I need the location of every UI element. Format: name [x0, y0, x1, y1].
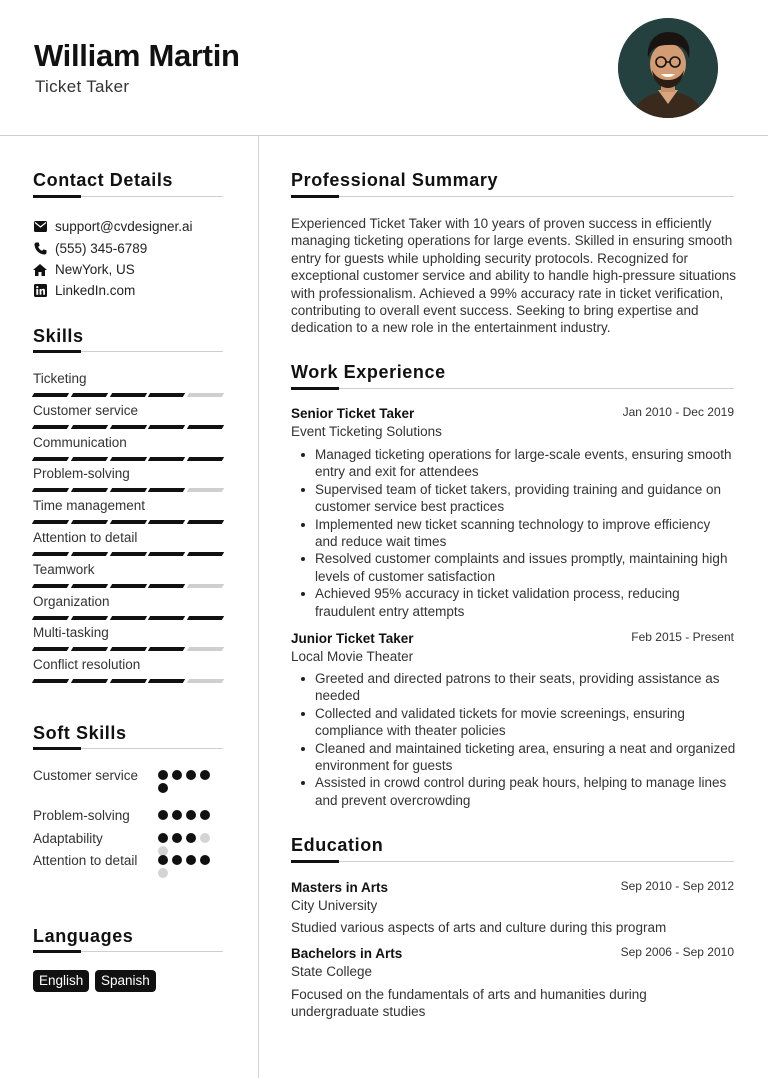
skill-level-segment [109, 425, 146, 429]
skill-level-segment [148, 520, 185, 524]
list-item: Collected and validated tickets for movie screenings, ensuring compliance with theater policies [291, 705, 736, 740]
edu-school-2: State College [291, 964, 373, 979]
list-item: Resolved customer complaints and issues promptly, maintaining high levels of customer satisfaction [291, 550, 736, 585]
skills-section-rule [33, 351, 223, 352]
edu-degree-2: Bachelors in Arts [291, 946, 403, 961]
contact-phone[interactable] [33, 241, 147, 256]
language-pill-english: English [33, 970, 89, 992]
skill-level-segment [71, 679, 108, 683]
skill-label: Organization [33, 593, 110, 609]
contact-location [33, 262, 135, 277]
skill-level-segment [148, 616, 185, 620]
skill-level-segment [32, 393, 69, 397]
skill-level-segment [32, 616, 69, 620]
skill-level-segment [71, 457, 108, 461]
skill-label: Conflict resolution [33, 657, 141, 673]
rating-dot [158, 783, 168, 793]
languages-section-rule [33, 951, 223, 952]
soft-skill-rating [158, 810, 218, 820]
soft-skills-section-title: Soft Skills [33, 723, 127, 743]
rating-dot [172, 770, 182, 780]
rating-dot [158, 833, 168, 843]
skill-level-segment [109, 552, 146, 556]
summary-text: Experienced Ticket Taker with 10 years of proven success in efficiently managing ticketing operations for large events. Skilled in ensuring smooth entry for guests while upholding security protocols. Recognized for exceptional customer service and ability to handle high-pressure situations with professionalism. Achieved a 99% accuracy rate in ticket verification, contributing to overall event success. Seeking to bring expertise and dedication to a new role in the entertainment industry. [291, 216, 736, 336]
skill-level-segment [71, 647, 108, 651]
skill-level-segment [109, 616, 146, 620]
skill-level-bar [33, 457, 223, 461]
candidate-title: Ticket Taker [35, 77, 130, 96]
soft-skills-section-rule [33, 748, 223, 749]
profile-photo [618, 18, 718, 118]
rating-dot [200, 855, 210, 865]
contact-section-title: Contact Details [33, 170, 174, 190]
skill-label: Customer service [33, 402, 139, 418]
soft-skill-label: Customer service [33, 768, 139, 783]
candidate-name: William Martin [34, 38, 240, 73]
skill-level-segment [148, 647, 185, 651]
skill-level-segment [109, 679, 146, 683]
skill-level-segment [32, 679, 69, 683]
education-section-rule [291, 861, 734, 862]
soft-skill-label: Problem-solving [33, 808, 130, 823]
rating-dot [186, 810, 196, 820]
rating-dot [186, 833, 196, 843]
skill-label: Teamwork [33, 561, 95, 577]
skill-level-segment [187, 552, 224, 556]
skill-level-segment [32, 584, 69, 588]
skill-level-segment [109, 584, 146, 588]
skill-label: Time management [33, 498, 146, 514]
skill-level-bar [33, 679, 223, 683]
skill-level-segment [148, 679, 185, 683]
list-item: Cleaned and maintained ticketing area, ensuring a neat and organized environment for guests [291, 740, 736, 775]
education-section-title: Education [291, 835, 384, 855]
job-title-2: Junior Ticket Taker [291, 631, 414, 646]
skills-section-title: Skills [33, 326, 84, 346]
skill-level-segment [187, 647, 224, 651]
summary-section-title: Professional Summary [291, 170, 499, 190]
skill-level-segment [32, 457, 69, 461]
edu-description-2: Focused on the fundamentals of arts and humanities during undergraduate studies [291, 987, 647, 1020]
phone-icon [33, 242, 47, 256]
skill-level-segment [32, 647, 69, 651]
skill-level-segment [187, 457, 224, 461]
skill-level-segment [109, 457, 146, 461]
skill-level-segment [71, 393, 108, 397]
job-dates-1: Jan 2010 - Dec 2019 [622, 405, 734, 419]
skill-level-segment [187, 520, 224, 524]
skill-label: Problem-solving [33, 466, 130, 482]
envelope-icon [33, 220, 47, 234]
skill-level-segment [32, 552, 69, 556]
contact-location-text: NewYork, US [55, 262, 135, 277]
skill-level-segment [148, 584, 185, 588]
skill-level-segment [148, 552, 185, 556]
skill-level-segment [71, 488, 108, 492]
job-dates-2: Feb 2015 - Present [631, 630, 734, 644]
skill-level-segment [71, 425, 108, 429]
skill-level-bar [33, 647, 223, 651]
contact-linkedin[interactable] [33, 283, 135, 298]
linkedin-icon [33, 284, 47, 298]
skill-level-bar [33, 393, 223, 397]
rating-dot [158, 770, 168, 780]
column-divider [258, 136, 259, 1078]
soft-skill-rating [158, 855, 218, 878]
rating-dot [172, 855, 182, 865]
list-item: Implemented new ticket scanning technology to improve efficiency and reduce wait times [291, 516, 736, 551]
skill-level-segment [148, 393, 185, 397]
edu-school-1: City University [291, 898, 378, 913]
rating-dot [158, 855, 168, 865]
skill-level-segment [32, 425, 69, 429]
skill-level-segment [187, 584, 224, 588]
experience-section-title: Work Experience [291, 362, 446, 382]
edu-dates-1: Sep 2010 - Sep 2012 [620, 879, 734, 893]
skill-label: Attention to detail [33, 530, 138, 545]
skill-label: Communication [33, 434, 127, 450]
skill-level-segment [187, 488, 224, 492]
rating-dot [158, 810, 168, 820]
home-icon [33, 263, 47, 277]
skill-level-segment [148, 425, 185, 429]
rating-dot [186, 770, 196, 780]
skill-level-bar [33, 488, 223, 492]
job-company-2: Local Movie Theater [291, 649, 414, 664]
skill-level-segment [187, 425, 224, 429]
skill-level-bar [33, 520, 223, 524]
job-bullets-1 [291, 446, 736, 620]
skill-level-segment [148, 457, 185, 461]
list-item: Supervised team of ticket takers, providing training and guidance on customer service best practices [291, 481, 736, 516]
rating-dot [200, 810, 210, 820]
skill-level-segment [109, 393, 146, 397]
skill-level-bar [33, 616, 223, 620]
skill-level-bar [33, 425, 223, 429]
skill-level-segment [71, 552, 108, 556]
contact-linkedin-text: LinkedIn.com [55, 283, 136, 298]
skill-label: Multi-tasking [33, 625, 109, 641]
skill-level-segment [32, 488, 69, 492]
job-company-1: Event Ticketing Solutions [291, 424, 442, 439]
contact-phone-text: (555) 345-6789 [55, 241, 148, 256]
experience-section-rule [291, 388, 734, 389]
contact-email-text: support@cvdesigner.ai [55, 219, 193, 234]
resume-header [0, 0, 768, 136]
skill-level-segment [71, 584, 108, 588]
language-pill-spanish: Spanish [95, 970, 156, 992]
soft-skill-label: Adaptability [33, 831, 103, 846]
skill-level-bar [33, 584, 223, 588]
skill-level-segment [71, 616, 108, 620]
soft-skill-label: Attention to detail [33, 853, 138, 868]
contact-section-rule [33, 196, 223, 197]
skill-level-segment [187, 393, 224, 397]
job-bullets-2 [291, 670, 736, 809]
rating-dot [200, 770, 210, 780]
skill-level-segment [148, 488, 185, 492]
edu-degree-1: Masters in Arts [291, 880, 389, 895]
edu-dates-2: Sep 2006 - Sep 2010 [620, 945, 734, 959]
skill-label: Ticketing [33, 371, 87, 386]
skill-level-segment [109, 647, 146, 651]
rating-dot [172, 810, 182, 820]
rating-dot [172, 833, 182, 843]
contact-email[interactable] [33, 219, 193, 234]
edu-description-1: Studied various aspects of arts and culture during this program [291, 920, 667, 935]
summary-section-rule [291, 196, 734, 197]
list-item: Assisted in crowd control during peak hours, helping to manage lines and prevent overcrowding [291, 774, 736, 809]
skill-level-segment [187, 679, 224, 683]
soft-skill-rating [158, 833, 218, 856]
soft-skill-rating [158, 770, 218, 793]
skill-level-segment [109, 488, 146, 492]
languages-section-title: Languages [33, 926, 134, 946]
skill-level-segment [187, 616, 224, 620]
rating-dot [158, 868, 168, 878]
rating-dot [200, 833, 210, 843]
job-title-1: Senior Ticket Taker [291, 406, 415, 421]
rating-dot [186, 855, 196, 865]
list-item: Greeted and directed patrons to their seats, providing assistance as needed [291, 670, 736, 705]
skill-level-segment [109, 520, 146, 524]
list-item: Achieved 95% accuracy in ticket validation process, reducing fraudulent entry attempts [291, 585, 736, 620]
skill-level-bar [33, 552, 223, 556]
skill-level-segment [32, 520, 69, 524]
list-item: Managed ticketing operations for large-scale events, ensuring smooth entry and exit for attendees [291, 446, 736, 481]
skill-level-segment [71, 520, 108, 524]
